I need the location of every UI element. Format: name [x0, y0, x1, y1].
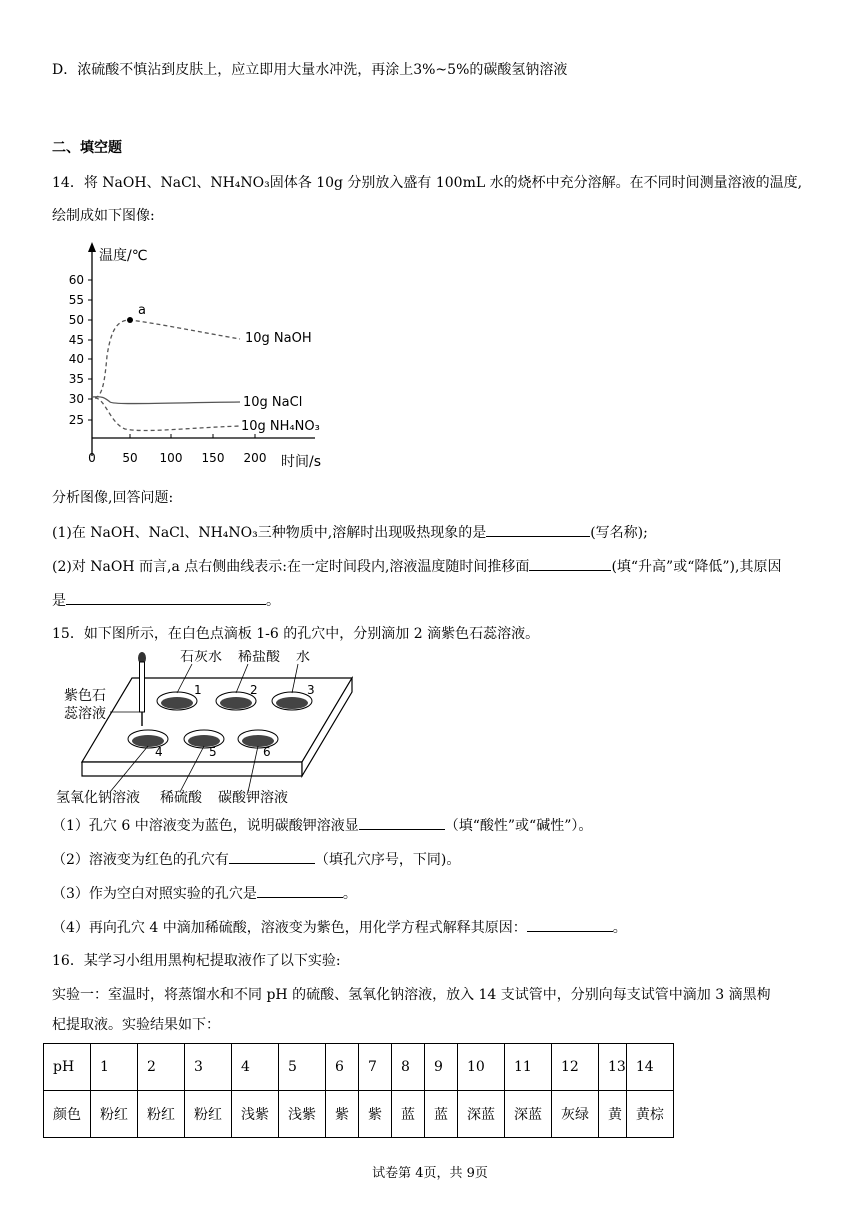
- table-cell: 1: [91, 1044, 138, 1091]
- hole-number: 2: [250, 683, 258, 697]
- table-row: [44, 1091, 674, 1138]
- y-axis-arrow: [88, 242, 96, 252]
- y-tick: 40: [68, 352, 84, 366]
- table-cell: 黄: [599, 1091, 627, 1138]
- nacl-curve: [92, 397, 240, 404]
- q16-line1: 16．某学习小组用黑枸杞提取液作了以下实验:: [52, 953, 341, 969]
- q15-sub3-text: （3）作为空白对照实验的孔穴是: [52, 886, 257, 902]
- y-tick: 55: [68, 293, 84, 307]
- y-tick: 60: [68, 273, 84, 287]
- table-cell: 颜色: [44, 1091, 91, 1138]
- x-tick: 150: [201, 451, 225, 465]
- table-cell: 11: [505, 1044, 552, 1091]
- spot-plate-figure: [52, 650, 362, 810]
- q15-sub2-tail: （填孔穴序号，下同)。: [314, 852, 461, 868]
- q15-sub1: [52, 815, 592, 836]
- q16-line2: 实验一：室温时，将蒸馏水和不同 pH 的硫酸、氢氧化钠溶液，放入 14 支试管中，分别向每支试管中滴加 3 滴黑枸: [52, 987, 771, 1003]
- table-cell: 5: [279, 1044, 326, 1091]
- q14-line2: 绘制成如下图像:: [52, 208, 155, 224]
- y-tick: 35: [68, 372, 84, 386]
- label-limewater: 石灰水: [180, 650, 222, 665]
- table-cell: 黄棕: [626, 1091, 673, 1138]
- label-naoh: 氢氧化钠溶液: [56, 790, 140, 806]
- answer-blank[interactable]: [66, 590, 266, 605]
- q14-sub2: [52, 556, 781, 577]
- series-label-naoh: 10g NaOH: [245, 331, 312, 346]
- table-cell: 蓝: [392, 1091, 425, 1138]
- table-cell: 9: [425, 1044, 458, 1091]
- q14-sub2-cont: [52, 590, 280, 611]
- hole-number: 1: [194, 683, 202, 697]
- table-cell: 4: [232, 1044, 279, 1091]
- table-cell: 8: [392, 1044, 425, 1091]
- q15-sub3: [52, 883, 357, 904]
- table-cell: 14: [626, 1044, 673, 1091]
- hole-number: 6: [263, 745, 271, 759]
- answer-blank[interactable]: [359, 815, 445, 830]
- q15-sub1-tail: （填“酸性”或“碱性”）。: [444, 818, 593, 834]
- table-cell: 蓝: [425, 1091, 458, 1138]
- answer-blank[interactable]: [527, 917, 613, 932]
- y-axis-label: 温度/℃: [99, 248, 148, 264]
- table-cell: 粉红: [138, 1091, 185, 1138]
- x-tick: 50: [122, 451, 138, 465]
- q15-sub1-text: （1）孔穴 6 中溶液变为蓝色，说明碳酸钾溶液显: [52, 818, 359, 834]
- table-cell: 粉红: [185, 1091, 232, 1138]
- table-cell: 12: [552, 1044, 599, 1091]
- table-cell: 2: [138, 1044, 185, 1091]
- temperature-chart: [55, 238, 355, 472]
- table-cell: pH: [44, 1044, 91, 1091]
- table-cell: 浅紫: [232, 1091, 279, 1138]
- table-cell: 7: [359, 1044, 392, 1091]
- q14-line1: 14．将 NaOH、NaCl、NH₄NO₃固体各 10g 分别放入盛有 100mL 水的烧杯中充分溶解。在不同时间测量溶液的温度,: [52, 175, 803, 191]
- y-tick: 30: [68, 392, 84, 406]
- answer-blank[interactable]: [486, 522, 590, 537]
- hole-number: 3: [307, 683, 315, 697]
- y-tick: 45: [68, 333, 84, 347]
- table-cell: 深蓝: [505, 1091, 552, 1138]
- x-axis-label: 时间/s: [281, 454, 322, 470]
- x-tick: 200: [243, 451, 267, 465]
- label-dilute-hcl: 稀盐酸: [238, 650, 280, 665]
- table-cell: 紫: [359, 1091, 392, 1138]
- table-cell: 灰绿: [552, 1091, 599, 1138]
- label-water: 水: [296, 650, 310, 665]
- q14-sub1: [52, 522, 648, 543]
- q15-sub4-text: （4）再向孔穴 4 中滴加稀硫酸，溶液变为紫色，用化学方程式解释其原因：: [52, 920, 527, 936]
- table-cell: 紫: [326, 1091, 359, 1138]
- table-cell: 粉红: [91, 1091, 138, 1138]
- q15-sub3-tail: 。: [342, 886, 357, 902]
- q14-sub2-text: (2)对 NaOH 而言,a 点右侧曲线表示:在一定时间段内,溶液温度随时间推移面: [52, 559, 530, 575]
- section-title: 二、填空题: [52, 140, 122, 156]
- q14-sub1-text: (1)在 NaOH、NaCl、NH₄NO₃三种物质中,溶解时出现吸热现象的是: [52, 525, 487, 541]
- label-dilute-h2so4: 稀硫酸: [160, 790, 202, 806]
- label-litmus-2: 蕊溶液: [64, 706, 106, 722]
- hole-number: 5: [209, 745, 217, 759]
- q15-sub4-tail: 。: [612, 920, 627, 936]
- point-a: [127, 317, 133, 323]
- page-footer: 试卷第 4页，共 9页: [372, 1166, 488, 1181]
- table-cell: 6: [326, 1044, 359, 1091]
- naoh-curve: [95, 320, 240, 398]
- x-tick: 100: [159, 451, 183, 465]
- label-k2co3: 碳酸钾溶液: [218, 790, 288, 806]
- x-tick: 0: [88, 451, 96, 465]
- q15-sub2: [52, 849, 460, 870]
- q15-sub4: [52, 917, 627, 938]
- answer-blank[interactable]: [257, 883, 343, 898]
- y-tick: 50: [68, 313, 84, 327]
- q14-sub2-text: 是: [52, 593, 66, 609]
- option-d: D．浓硫酸不慎沾到皮肤上，应立即用大量水冲洗，再涂上3%~5%的碳酸氢钠溶液: [52, 62, 568, 78]
- answer-blank[interactable]: [229, 849, 315, 864]
- y-tick: 25: [68, 413, 84, 427]
- table-cell: 10: [458, 1044, 505, 1091]
- answer-blank[interactable]: [529, 556, 611, 571]
- table-cell: 浅紫: [279, 1091, 326, 1138]
- q14-sub1-tail: (写名称);: [590, 525, 648, 541]
- q16-line3: 杞提取液。实验结果如下：: [52, 1017, 220, 1033]
- q14-sub2-tail: (填“升高”或“降低”),其原因: [611, 559, 782, 575]
- table-cell: 13: [599, 1044, 627, 1091]
- table-row: [44, 1044, 674, 1091]
- dropper-tube: [140, 662, 145, 712]
- series-label-nacl: 10g NaCl: [243, 395, 303, 410]
- table-cell: 深蓝: [458, 1091, 505, 1138]
- point-a-label: a: [138, 303, 146, 318]
- series-label-nh4no3: 10g NH₄NO₃: [241, 419, 320, 434]
- q14-analyze: 分析图像,回答问题:: [52, 490, 174, 506]
- q14-sub2-end: 。: [266, 593, 280, 609]
- label-litmus-1: 紫色石: [64, 688, 106, 704]
- hole-number: 4: [155, 745, 163, 759]
- q15-line1: 15．如下图所示，在白色点滴板 1-6 的孔穴中，分别滴加 2 滴紫色石蕊溶液。: [52, 626, 540, 642]
- ph-color-table: [43, 1043, 674, 1138]
- q15-sub2-text: （2）溶液变为红色的孔穴有: [52, 852, 229, 868]
- table-cell: 3: [185, 1044, 232, 1091]
